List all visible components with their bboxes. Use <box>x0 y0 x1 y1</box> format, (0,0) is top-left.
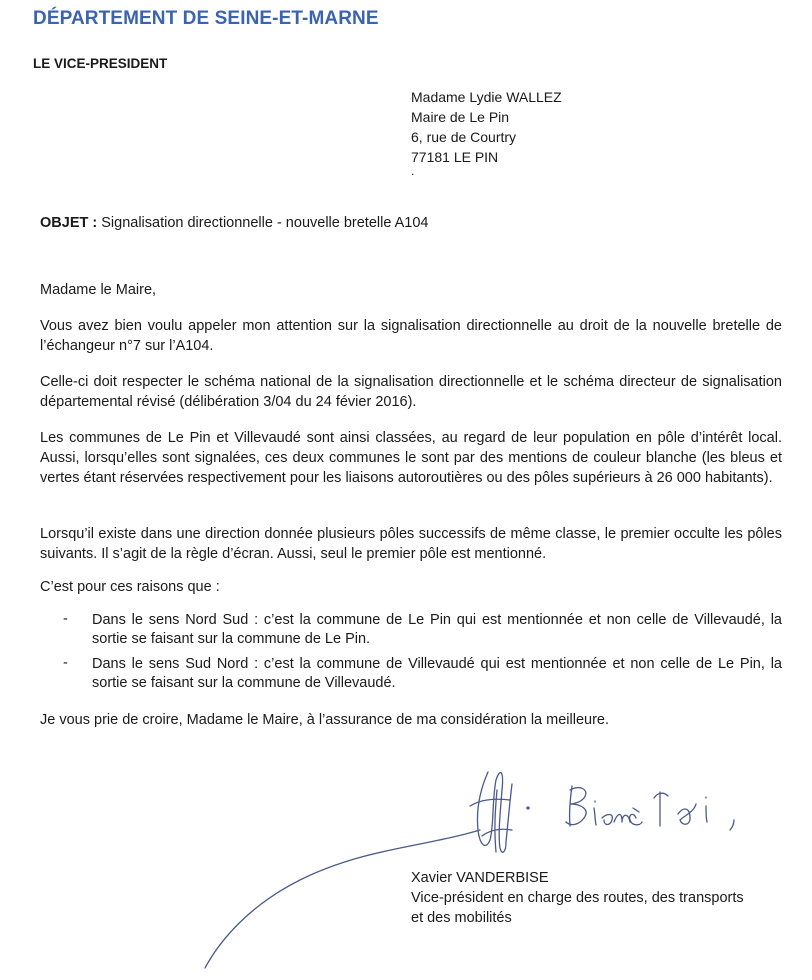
bullet-item: Dans le sens Sud Nord : c’est la commune de Villevaudé qui est mentionnée et non celle de Le Pin, la sortie se faisant sur la commune de Villevaudé. <box>92 656 782 691</box>
recipient-role: Maire de Le Pin <box>411 109 510 125</box>
closing-formula: Je vous prie de croire, Madame le Maire, à l’assurance de ma considération la meilleure. <box>40 712 609 728</box>
subject-line <box>40 215 429 231</box>
paragraph: Les communes de Le Pin et Villevaudé sont ainsi classées, au regard de leur population en pôle d’intérêt local. Aussi, lorsqu’elles sont signalées, ces deux communes le sont par des mentions de couleur blanche (les bleus et vertes étant réservées respectivement pour les liaisons autoroutières ou des pôles supérieurs à 26 000 habitants). <box>40 430 782 486</box>
recipient-street: 6, rue de Courtry <box>411 129 517 145</box>
address-mark: . <box>411 164 415 178</box>
subject-label: OBJET : <box>40 215 98 231</box>
sender-title: LE VICE-PRESIDENT <box>33 56 168 71</box>
salutation: Madame le Maire, <box>40 282 157 298</box>
bullet-item: Dans le sens Nord Sud : c’est la commune de Le Pin qui est mentionnée et non celle de Villevaudé, la sortie se faisant sur la commune de Le Pin. <box>92 612 782 647</box>
paragraph: Lorsqu’il existe dans une direction donnée plusieurs pôles successifs de même classe, le premier occulte les pôles suivants. Il s’agit de la règle d’écran. Aussi, seul le premier pôle est mentionné. <box>40 526 782 562</box>
paragraph: Celle-ci doit respecter le schéma national de la signalisation directionnelle et le schéma directeur de signalisation départemental révisé (délibération 3/04 du 24 févier 2016). <box>40 374 782 410</box>
signatory-role: Vice-président en charge des routes, des transports et des mobilités <box>411 890 744 926</box>
recipient-name: Madame Lydie WALLEZ <box>411 89 562 105</box>
recipient-address <box>411 87 562 167</box>
bullet-dash: - <box>63 655 68 671</box>
paragraph: C’est pour ces raisons que : <box>40 579 220 595</box>
paragraph: Vous avez bien voulu appeler mon attention sur la signalisation directionnelle au droit de la nouvelle bretelle de l’échangeur n°7 sur l’A104. <box>40 318 782 354</box>
recipient-city: 77181 LE PIN <box>411 149 499 165</box>
signatory-name: Xavier VANDERBISE <box>411 870 549 886</box>
subject-text: Signalisation directionnelle - nouvelle bretelle A104 <box>97 215 429 231</box>
department-letterhead: DÉPARTEMENT DE SEINE-ET-MARNE <box>33 8 379 29</box>
bullet-dash: - <box>63 611 68 627</box>
